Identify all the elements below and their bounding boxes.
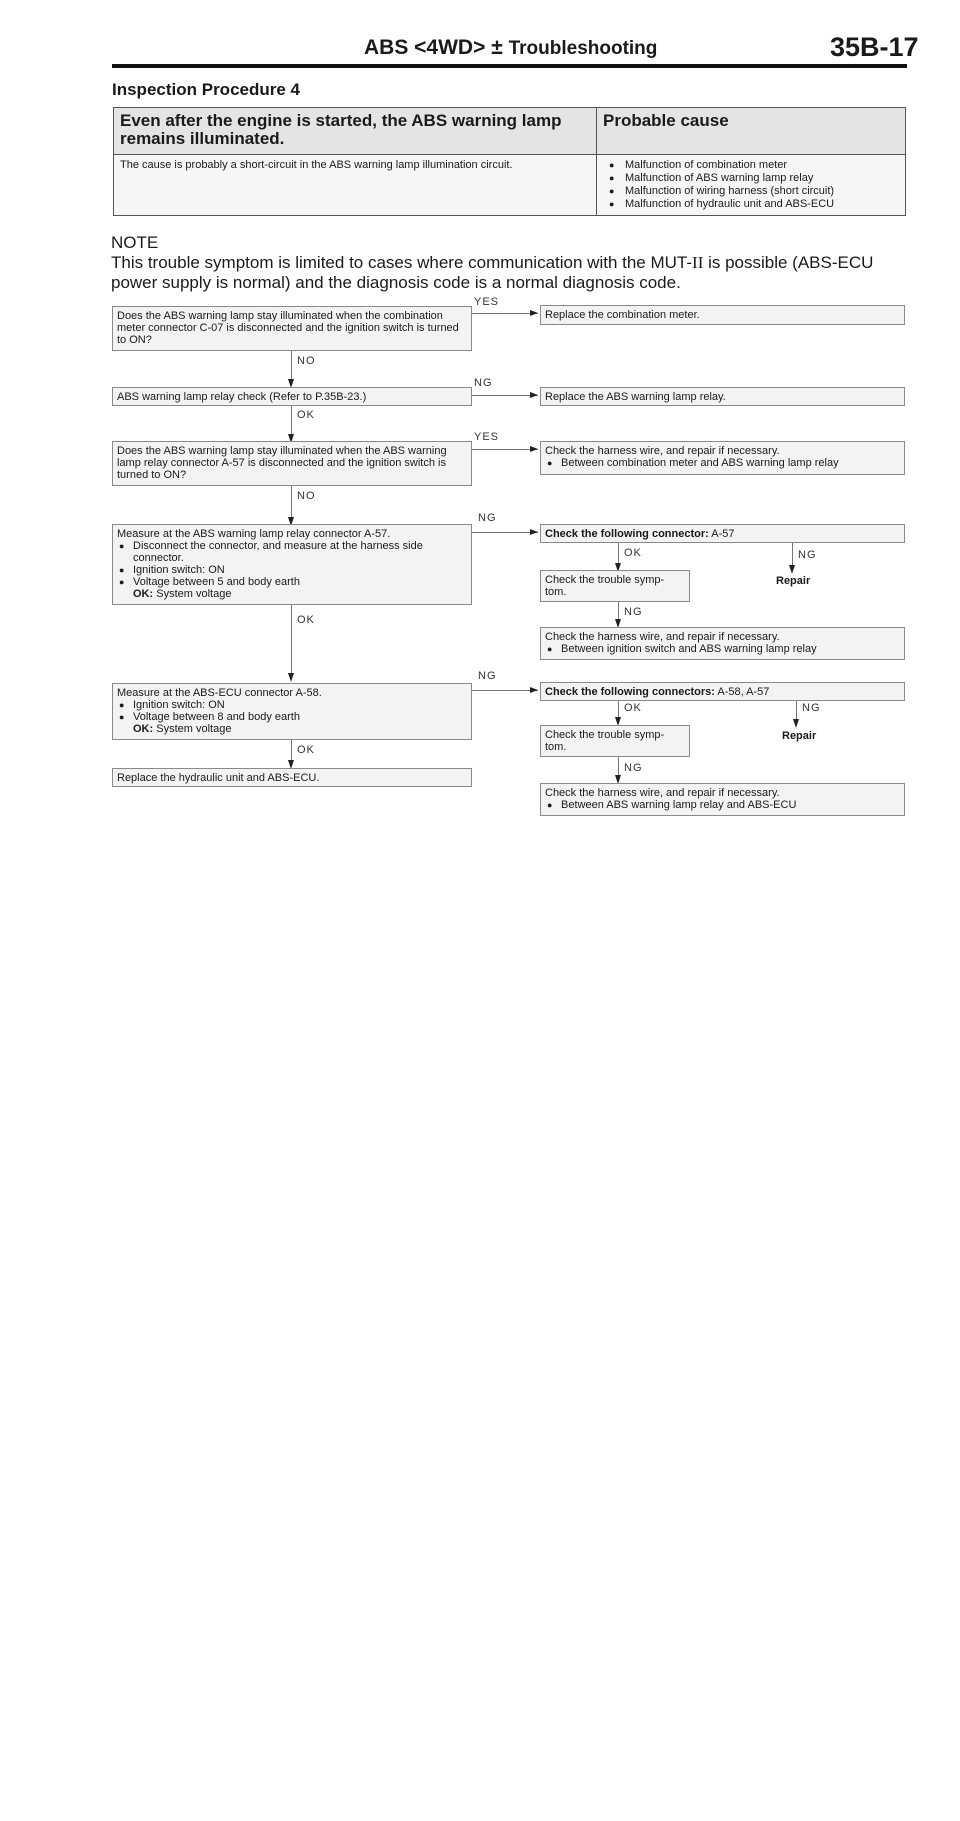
header-title-section: Troubleshooting bbox=[508, 38, 658, 59]
step5-ok-label-flow: OK bbox=[297, 744, 315, 756]
arrow-down-icon bbox=[789, 565, 795, 574]
step5-ok-label: OK: bbox=[133, 723, 154, 735]
step4-harness-line: Check the harness wire, and repair if necessary. bbox=[545, 631, 780, 643]
step4-ng-label: NG bbox=[478, 512, 497, 524]
step4-symptom-box bbox=[540, 570, 690, 602]
step5-check-ng-label: NG bbox=[802, 702, 821, 714]
step4-harness-box bbox=[540, 627, 905, 660]
step4-ok-label-flow: OK bbox=[297, 614, 315, 626]
step5-item: ● Voltage between 8 and body earth bbox=[117, 711, 467, 723]
step4-check-ng-label: NG bbox=[798, 549, 817, 561]
step3-yes-line: Check the harness wire, and repair if necessary. bbox=[545, 445, 780, 457]
step6-text: Replace the hydraulic unit and ABS-ECU. bbox=[117, 772, 320, 784]
note-block bbox=[111, 233, 908, 293]
step5-ng-label: NG bbox=[478, 670, 497, 682]
step1-no-label: NO bbox=[297, 355, 316, 367]
step4-repair: Repair bbox=[776, 575, 811, 587]
step5-ok-value: System voltage bbox=[156, 723, 232, 735]
symptom-table bbox=[113, 107, 906, 216]
step5-check-ok-label: OK bbox=[624, 702, 642, 714]
header-title bbox=[364, 36, 657, 60]
cause-description: The cause is probably a short-circuit in the ABS warning lamp illumination circuit. bbox=[114, 155, 597, 216]
step5-symptom-text: Check the trouble symp- tom. bbox=[545, 729, 665, 753]
step5-harness-box bbox=[540, 783, 905, 816]
step3-box bbox=[112, 441, 472, 486]
step4-item: ● Disconnect the connector, and measure at the harness side connector. bbox=[117, 540, 467, 564]
symptom-cell: Even after the engine is started, the ABS warning lamp remains illuminated. bbox=[114, 108, 597, 155]
step1-yes-text: Replace the combination meter. bbox=[545, 309, 700, 321]
step4-check-ok-label: OK bbox=[624, 547, 642, 559]
step4-symptom-text: Check the trouble symp- tom. bbox=[545, 574, 665, 598]
step5-ok-criterion bbox=[117, 723, 467, 735]
header-rule bbox=[112, 64, 907, 68]
step3-yes-bullet: ● Between combination meter and ABS warning lamp relay bbox=[545, 457, 900, 469]
arrow-right-icon bbox=[530, 529, 538, 535]
step4-ok-criterion bbox=[117, 588, 467, 600]
procedure-title: Inspection Procedure 4 bbox=[112, 80, 300, 99]
step2-ng-text: Replace the ABS warning lamp relay. bbox=[545, 391, 726, 403]
arrow-right-icon bbox=[530, 446, 538, 452]
arrow-right-icon bbox=[530, 392, 538, 398]
arrow-right-icon bbox=[530, 310, 538, 316]
step5-title: Measure at the ABS-ECU connector A-58. bbox=[117, 687, 322, 699]
step4-check-value: A-57 bbox=[711, 528, 735, 540]
step4-ok-connector bbox=[291, 605, 292, 679]
step5-symptom-box bbox=[540, 725, 690, 757]
step2-text: ABS warning lamp relay check (Refer to P.35B-23.) bbox=[117, 391, 367, 403]
cause-item: ● Malfunction of combination meter bbox=[603, 159, 899, 172]
page-number: 35B-17 bbox=[830, 32, 919, 62]
step5-symptom-ng-label: NG bbox=[624, 762, 643, 774]
arrow-down-icon bbox=[793, 719, 799, 728]
cause-item: ● Malfunction of hydraulic unit and ABS-ECU bbox=[603, 198, 899, 211]
step5-check-bold: Check the following connectors: bbox=[545, 686, 715, 698]
step5-harness-bullet: ● Between ABS warning lamp relay and ABS-ECU bbox=[545, 799, 900, 811]
step3-yes-label: YES bbox=[474, 431, 500, 443]
note-text-after: is possible (ABS-ECU power supply is normal) and the diagnosis code is a normal diagnosis code. bbox=[111, 253, 874, 292]
arrow-down-icon bbox=[288, 673, 294, 682]
note-label: NOTE bbox=[111, 233, 159, 252]
note-text bbox=[111, 253, 908, 293]
step3-yes-connector bbox=[472, 449, 538, 450]
note-text-before: This trouble symptom is limited to cases where communication with the MUT- bbox=[111, 253, 693, 272]
step1-yes-connector bbox=[472, 313, 538, 314]
cause-item: ● Malfunction of ABS warning lamp relay bbox=[603, 172, 899, 185]
step4-title: Measure at the ABS warning lamp relay connector A-57. bbox=[117, 528, 391, 540]
step4-item: ● Ignition switch: ON bbox=[117, 564, 467, 576]
step6-box bbox=[112, 768, 472, 787]
step1-text: Does the ABS warning lamp stay illuminated when the combination meter connector C-07 is disconnected and the ignition switch is turned to ON? bbox=[117, 310, 459, 346]
step3-no-label: NO bbox=[297, 490, 316, 502]
probable-cause-header: Probable cause bbox=[597, 108, 906, 155]
step5-harness-line: Check the harness wire, and repair if necessary. bbox=[545, 787, 780, 799]
header-title-main: ABS <4WD> ± bbox=[364, 36, 503, 59]
step5-ng-connector bbox=[472, 690, 538, 691]
step1-yes-label: YES bbox=[474, 296, 500, 308]
step5-check-value: A-58, A-57 bbox=[717, 686, 770, 698]
step5-box bbox=[112, 683, 472, 740]
step4-item: ● Voltage between 5 and body earth bbox=[117, 576, 467, 588]
step3-text: Does the ABS warning lamp stay illuminated when the ABS warning lamp relay connector A-57 is disconnected and the ignition switch is turned to ON? bbox=[117, 445, 447, 481]
step1-yes-box bbox=[540, 305, 905, 325]
step1-box bbox=[112, 306, 472, 351]
step5-connector-check-box bbox=[540, 682, 905, 701]
cause-list bbox=[603, 159, 899, 211]
step4-harness-bullet: ● Between ignition switch and ABS warning lamp relay bbox=[545, 643, 900, 655]
step4-check-bold: Check the following connector: bbox=[545, 528, 709, 540]
arrow-right-icon bbox=[530, 687, 538, 693]
step2-ng-label: NG bbox=[474, 377, 493, 389]
step4-ok-label: OK: bbox=[133, 588, 154, 600]
step4-symptom-ng-label: NG bbox=[624, 606, 643, 618]
cause-item: ● Malfunction of wiring harness (short circuit) bbox=[603, 185, 899, 198]
step4-ng-connector bbox=[472, 532, 538, 533]
step5-repair: Repair bbox=[782, 730, 817, 742]
step2-ok-label: OK bbox=[297, 409, 315, 421]
step2-ng-box bbox=[540, 387, 905, 406]
step5-item: ● Ignition switch: ON bbox=[117, 699, 467, 711]
step4-ok-value: System voltage bbox=[156, 588, 232, 600]
step4-box bbox=[112, 524, 472, 605]
step2-box bbox=[112, 387, 472, 406]
step2-ng-connector bbox=[472, 395, 538, 396]
step3-yes-box bbox=[540, 441, 905, 475]
mut-suffix: II bbox=[692, 253, 704, 272]
cause-list-cell bbox=[597, 155, 906, 216]
step4-connector-check-box bbox=[540, 524, 905, 543]
